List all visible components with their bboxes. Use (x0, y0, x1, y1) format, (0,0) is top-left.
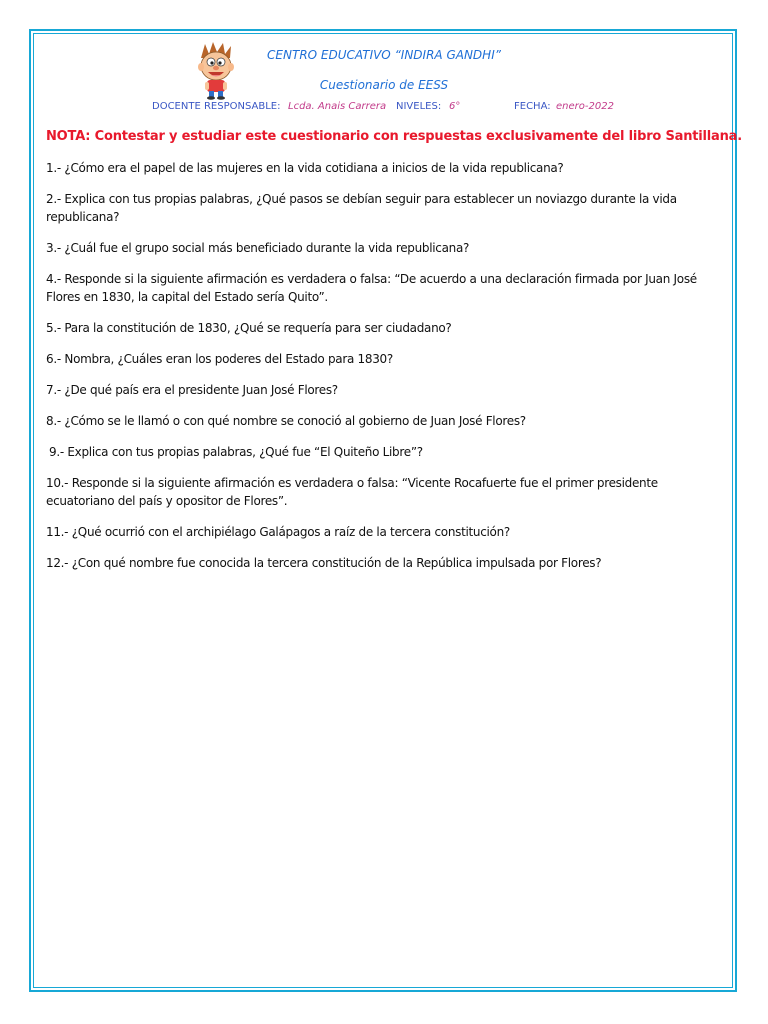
question-item: 2.- Explica con tus propias palabras, ¿Qué pasos se debían seguir para establecer un noviazgo durante la vida republicana? (46, 192, 677, 224)
question-item: 9.- Explica con tus propias palabras, ¿Qué fue “El Quiteño Libre”? (49, 445, 423, 459)
question-item: 8.- ¿Cómo se le llamó o con qué nombre se conoció al gobierno de Juan José Flores? (46, 414, 526, 428)
teacher-value: Lcda. Anais Carrera (288, 101, 387, 112)
questionnaire-title: Cuestionario de EESS (319, 78, 449, 92)
school-name: CENTRO EDUCATIVO “INDIRA GANDHI” (267, 48, 501, 62)
question-item: 4.- Responde si la siguiente afirmación es verdadera o falsa: “De acuerdo a una declaración firmada por Juan José Flores en 1830, la capital del Estado sería Quito”. (46, 272, 697, 304)
level-label: NIVELES: (396, 101, 442, 112)
question-item: 3.- ¿Cuál fue el grupo social más beneficiado durante la vida republicana? (46, 241, 470, 255)
question-item: 11.- ¿Qué ocurrió con el archipiélago Galápagos a raíz de la tercera constitución? (46, 525, 510, 539)
instructions-note: NOTA: Contestar y estudiar este cuestionario con respuestas exclusivamente del libro Santillana. (46, 129, 742, 144)
question-item: 1.- ¿Cómo era el papel de las mujeres en la vida cotidiana a inicios de la vida republicana? (46, 161, 564, 175)
question-item: 12.- ¿Con qué nombre fue conocida la tercera constitución de la República impulsada por Flores? (46, 556, 602, 570)
question-item: 6.- Nombra, ¿Cuáles eran los poderes del Estado para 1830? (46, 352, 393, 366)
question-item: 10.- Responde si la siguiente afirmación es verdadera o falsa: “Vicente Rocafuerte fue el primer presidente ecuatoriano del país y opositor de Flores”. (46, 476, 658, 508)
date-label: FECHA: (514, 101, 551, 112)
question-item: 7.- ¿De qué país era el presidente Juan José Flores? (46, 383, 338, 397)
question-item: 5.- Para la constitución de 1830, ¿Qué se requería para ser ciudadano? (46, 321, 452, 335)
teacher-label: DOCENTE RESPONSABLE: (152, 101, 281, 112)
level-value: 6° (449, 101, 461, 112)
question-list (46, 159, 722, 585)
date-value: enero-2022 (556, 101, 614, 112)
